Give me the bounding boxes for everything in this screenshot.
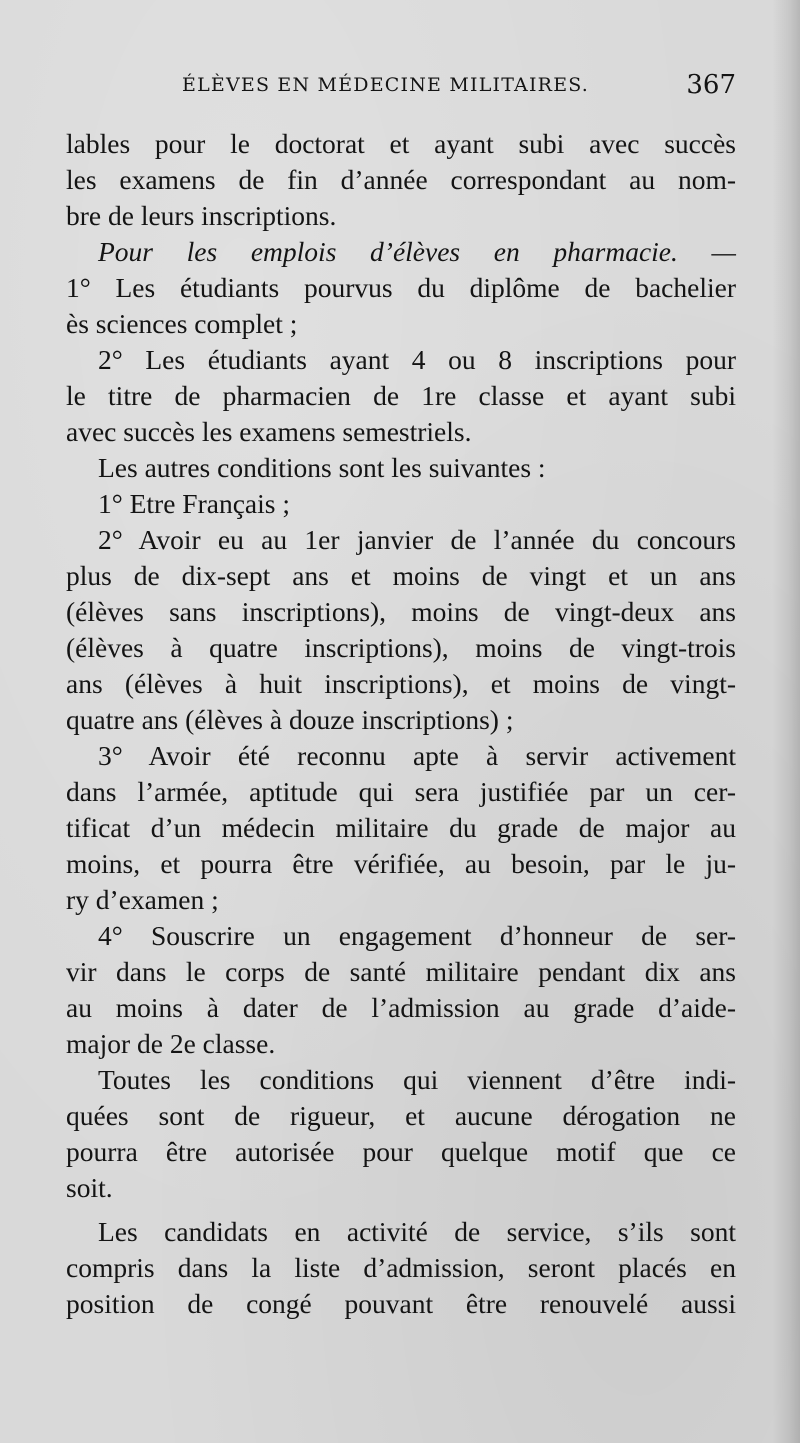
paragraph [66,450,736,486]
body-text [66,126,736,1322]
text-line: (élèves sans inscriptions), moins de vingt-deux ans [66,596,736,627]
paragraph [66,1062,736,1206]
text-line: (élèves à quatre inscriptions), moins de vingt-trois [66,632,736,663]
text-line: 1° Etre Français ; [98,488,290,519]
running-title: ÉLÈVES EN MÉDECINE MILITAIRES. [182,74,590,96]
page-number: 367 [686,70,736,100]
text-line: les examens de fin d’année correspondant au nom- [66,164,736,195]
text-line: dans l’armée, aptitude qui sera justifiée par un cer- [66,776,736,807]
text-line: vir dans le corps de santé militaire pendant dix ans [66,956,736,987]
paragraph [66,342,736,450]
paragraph [66,522,736,738]
text-line: soit. [66,1172,113,1203]
text-line: 4° Souscrire un engagement d’honneur de ser- [98,920,736,951]
text-line: ans (élèves à huit inscriptions), et moins de vingt- [66,668,736,699]
paragraph [66,270,736,342]
paragraph [66,486,736,522]
paragraph [66,1214,736,1322]
text-line: plus de dix-sept ans et moins de vingt et un ans [66,560,736,591]
text-line: 1° Les étudiants pourvus du diplôme de bachelier [66,272,736,303]
text-line: Les autres conditions sont les suivantes : [98,452,546,483]
paragraph [66,738,736,918]
text-line: lables pour le doctorat et ayant subi avec succès [66,128,736,159]
text-line: pourra être autorisée pour quelque motif que ce [66,1136,736,1167]
text-line: compris dans la liste d’admission, seront placés en [66,1252,736,1283]
paragraph [66,234,736,270]
text-line: Toutes les conditions qui viennent d’être indi- [98,1064,736,1095]
text-line [66,234,736,270]
text-line: ry d’examen ; [66,884,219,915]
text-line: position de congé pouvant être renouvelé aussi [66,1288,736,1319]
text-line: quées sont de rigueur, et aucune dérogation ne [66,1100,736,1131]
paragraph [66,918,736,1062]
running-head [66,70,736,104]
text-line: tificat d’un médecin militaire du grade de major au [66,812,736,843]
text-line: major de 2e classe. [66,1028,276,1059]
paragraph [66,126,736,234]
text-line: quatre ans (élèves à douze inscriptions) ; [66,704,514,735]
text-line: 2° Avoir eu au 1er janvier de l’année du concours [98,524,736,555]
text-line: Les candidats en activité de service, s’ils sont [98,1216,736,1247]
text-line: le titre de pharmacien de 1re classe et ayant subi [66,380,736,411]
italic-heading: Pour les emplois d’élèves en pharmacie. — [98,236,736,267]
text-line: au moins à dater de l’admission au grade d’aide- [66,992,736,1023]
text-line: ès sciences complet ; [66,308,298,339]
text-line: 2° Les étudiants ayant 4 ou 8 inscriptions pour [98,344,736,375]
text-line: bre de leurs inscriptions. [66,200,337,231]
text-line: moins, et pourra être vérifiée, au besoin, par le ju- [66,848,736,879]
page-edge-shadow [772,0,800,1443]
text-line: avec succès les examens semestriels. [66,416,472,447]
text-line: 3° Avoir été reconnu apte à servir activement [98,740,736,771]
paragraph-gap [66,1206,736,1214]
